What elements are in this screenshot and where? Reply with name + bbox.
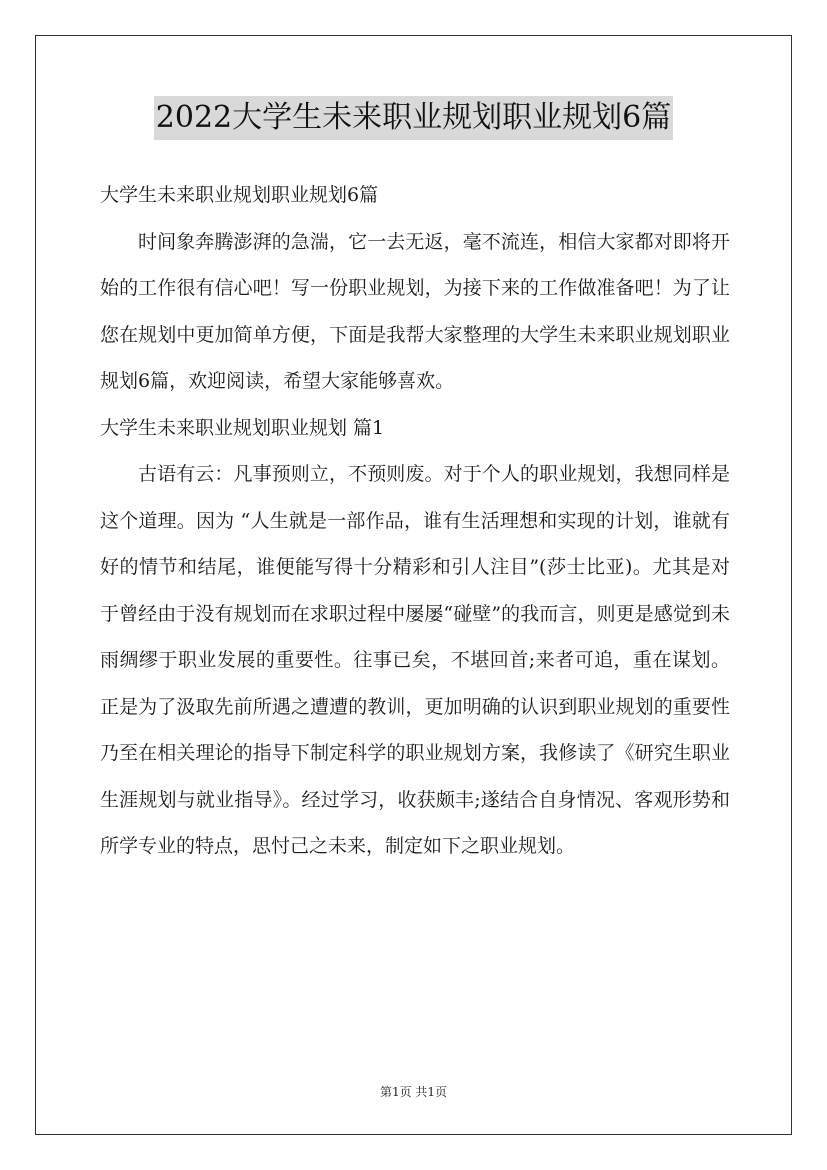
subtitle: 大学生未来职业规划职业规划6篇 xyxy=(100,184,379,206)
document-body xyxy=(100,172,730,870)
section-heading: 大学生未来职业规划职业规划 篇1 xyxy=(100,416,385,439)
document-title: 2022大学生未来职业规划职业规划6篇 xyxy=(154,96,673,140)
body-paragraph: 古语有云：凡事预则立，不预则废。对于个人的职业规划，我想同样是这个道理。因为 “人生就是一部作品，谁有生活理想和实现的计划，谁就有好的情节和结尾，谁便能写得十分精彩和引人注目”(莎士比亚)。尤其是对于曾经由于没有规划而在求职过程中屡屡“碰壁”的我而言，则更是感觉到未雨绸缪于职业发展的重要性。往事已矣，不堪回首;来者可追，重在谋划。正是为了汲取先前所遇之遭遭的教训，更加明确的认识到职业规划的重要性乃至在相关理论的指导下制定科学的职业规划方案，我修读了《研究生职业生涯规划与就业指导》。经过学习，收获颇丰;遂结合自身情况、客观形势和所学专业的特点，思忖己之未来，制定如下之职业规划。 xyxy=(100,463,730,857)
title-container xyxy=(0,96,827,140)
page-footer: 第1页 共1页 xyxy=(379,1085,448,1099)
intro-paragraph: 时间象奔腾澎湃的急湍，它一去无返，毫不流连，相信大家都对即将开始的工作很有信心吧！写一份职业规划，为接下来的工作做准备吧！为了让您在规划中更加简单方便，下面是我帮大家整理的大学生未来职业规划职业规划6篇，欢迎阅读，希望大家能够喜欢。 xyxy=(100,230,730,392)
